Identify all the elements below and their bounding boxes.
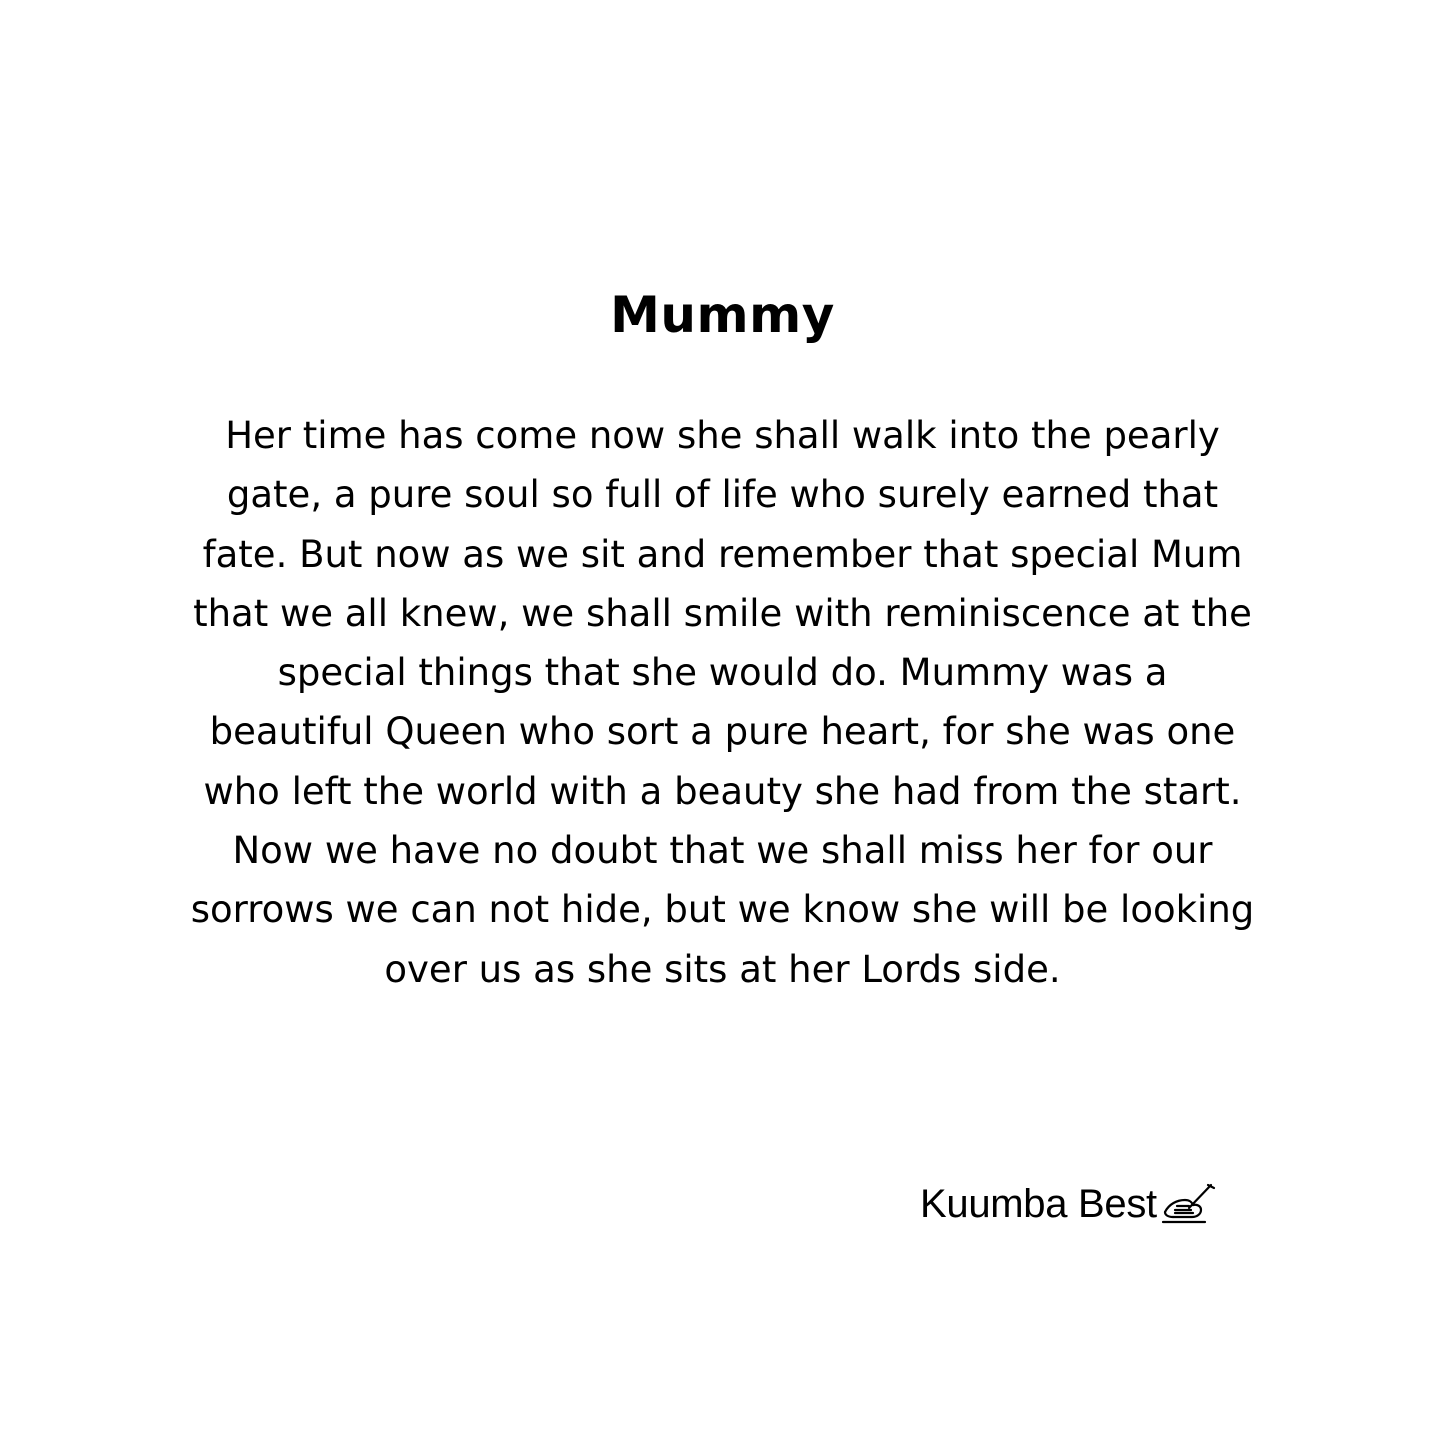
poem-line: beautiful Queen who sort a pure heart, for she was one (209, 710, 1236, 754)
poem-line: Her time has come now she shall walk into the pearly (225, 414, 1220, 457)
poem-line: over us as she sits at her Lords side. (384, 947, 1061, 991)
poem-line: sorrows we can not hide, but we know she will be looking (190, 888, 1255, 932)
author-signature (920, 1174, 1217, 1234)
poem-line: fate. But now as we sit and remember that special Mum (202, 532, 1243, 576)
poem-line: who left the world with a beauty she had from the start. (203, 769, 1242, 813)
writing-hand-icon (1159, 1182, 1217, 1226)
poem-line: that we all knew, we shall smile with reminiscence at the (193, 591, 1252, 635)
poem-line: gate, a pure soul so full of life who surely earned that (226, 473, 1219, 517)
author-name: Kuumba Best (920, 1182, 1157, 1226)
poem-line: Now we have no doubt that we shall miss her for our (232, 829, 1213, 873)
poem-line: special things that she would do. Mummy was a (277, 651, 1168, 695)
poem-title: Mummy (610, 286, 835, 344)
poem-body (0, 406, 1445, 999)
